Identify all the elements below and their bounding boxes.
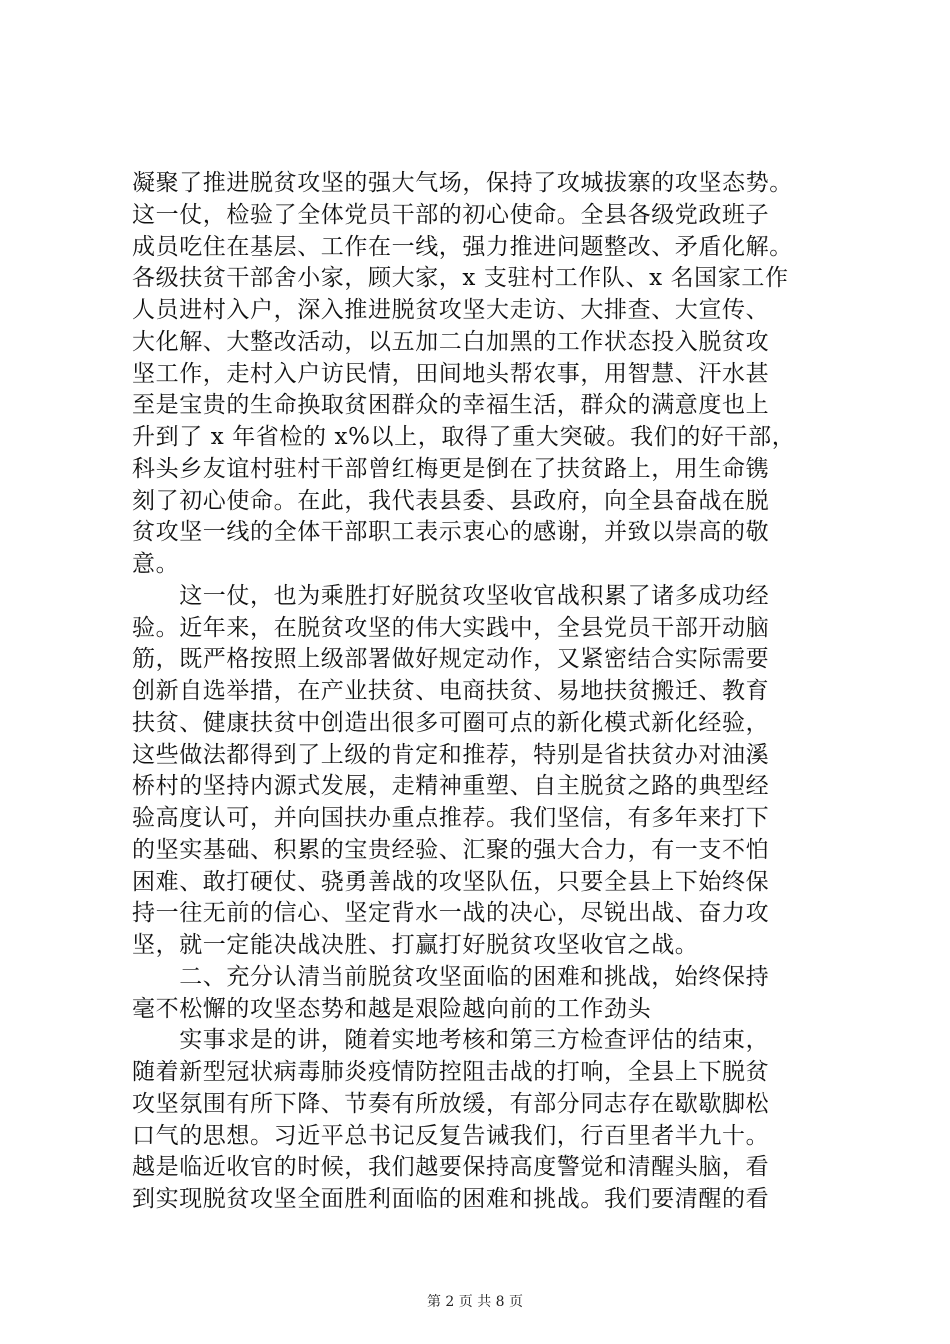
text-line: 验高度认可，并向国扶办重点推荐。我们坚信，有多年来打下 (132, 805, 770, 831)
text-line: 攻坚氛围有所下降、节奏有所放缓，有部分同志存在歇歇脚松 (132, 1090, 770, 1117)
page-footer: 第 2 页 共 8 页 (426, 1294, 524, 1310)
text-line: 持一往无前的信心、坚定背水一战的决心，尽锐出战、奋力攻 (132, 900, 770, 927)
text-line: 这一仗，也为乘胜打好脱贫攻坚收官战积累了诸多成功经 (132, 582, 770, 609)
text-line: 毫不松懈的攻坚态势和越是艰险越向前的工作劲头 (132, 995, 652, 1022)
text-line: 筋，既严格按照上级部署做好规定动作，又紧密结合实际需要 (132, 646, 770, 673)
text-line: 凝聚了推进脱贫攻坚的强大气场，保持了攻城拔寨的攻坚态势。 (132, 170, 793, 196)
text-line: 刻了初心使命。在此，我代表县委、县政府，向全县奋战在脱 (132, 487, 770, 514)
text-line: 各级扶贫干部舍小家，顾大家，x 支驻村工作队、x 名国家工作 (132, 265, 789, 292)
text-line: 至是宝贵的生命换取贫困群众的幸福生活，群众的满意度也上 (132, 392, 770, 419)
text-line: 坚工作，走村入户访民情，田间地头帮农事，用智慧、汗水甚 (132, 360, 770, 387)
text-line: 大化解、大整改活动，以五加二白加黑的工作状态投入脱贫攻 (132, 328, 770, 355)
text-line: 验。近年来，在脱贫攻坚的伟大实践中，全县党员干部开动脑 (132, 614, 770, 641)
text-line: 成员吃住在基层、工作在一线，强力推进问题整改、矛盾化解。 (132, 233, 793, 260)
text-line: 到实现脱贫攻坚全面胜利面临的困难和挑战。我们要清醒的看 (132, 1186, 770, 1212)
text-line: 随着新型冠状病毒肺炎疫情防控阻击战的打响，全县上下脱贫 (132, 1059, 770, 1085)
text-line: 实事求是的讲，随着实地考核和第三方检查评估的结束， (132, 1027, 770, 1054)
text-line: 桥村的坚持内源式发展，走精神重塑、自主脱贫之路的典型经 (132, 773, 770, 800)
text-line: 的坚实基础、积累的宝贵经验、汇聚的强大合力，有一支不怕 (132, 836, 770, 863)
text-line: 升到了 x 年省检的 x%以上，取得了重大突破。我们的好干部， (132, 424, 796, 450)
text-line: 口气的思想。习近平总书记反复告诫我们，行百里者半九十。 (132, 1122, 770, 1149)
body-text (132, 168, 832, 1216)
text-line: 坚，就一定能决战决胜、打赢打好脱贫攻坚收官之战。 (132, 932, 699, 958)
text-line: 二、充分认清当前脱贫攻坚面临的困难和挑战，始终保持 (132, 963, 770, 990)
text-line: 科头乡友谊村驻村干部曾红梅更是倒在了扶贫路上，用生命镌 (132, 455, 770, 482)
text-line: 意。 (132, 551, 180, 577)
text-line: 这一仗，检验了全体党员干部的初心使命。全县各级党政班子 (132, 201, 770, 228)
text-line: 人员进村入户，深入推进脱贫攻坚大走访、大排查、大宣传、 (132, 297, 770, 323)
text-line: 越是临近收官的时候，我们越要保持高度警觉和清醒头脑，看 (132, 1154, 770, 1181)
text-line: 扶贫、健康扶贫中创造出很多可圈可点的新化模式新化经验， (132, 709, 770, 736)
text-line: 贫攻坚一线的全体干部职工表示衷心的感谢，并致以崇高的敬 (132, 519, 770, 546)
text-line: 这些做法都得到了上级的肯定和推荐，特别是省扶贫办对油溪 (132, 741, 770, 768)
text-line: 困难、敢打硬仗、骁勇善战的攻坚队伍，只要全县上下始终保 (132, 868, 770, 895)
text-line: 创新自选举措，在产业扶贫、电商扶贫、易地扶贫搬迁、教育 (132, 678, 770, 704)
